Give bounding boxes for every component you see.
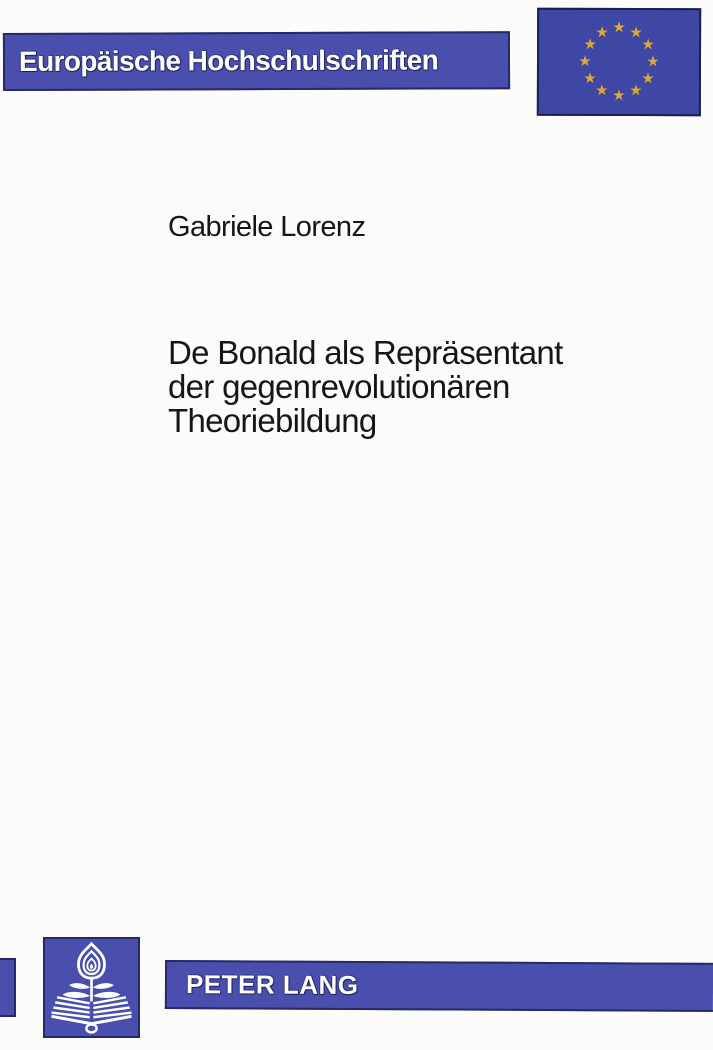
eu-star-icon: ★ [583, 70, 597, 88]
eu-star-icon: ★ [641, 36, 655, 54]
series-title: Europäische Hochschulschriften [18, 44, 439, 77]
left-edge-tab [0, 958, 16, 1017]
title-line: der gegenrevolutionären [168, 368, 510, 405]
eu-star-icon: ★ [612, 19, 626, 37]
book-and-flame-emblem-icon [45, 939, 138, 1036]
eu-star-icon: ★ [612, 87, 626, 105]
eu-star-icon: ★ [595, 82, 609, 100]
eu-star-icon: ★ [583, 36, 597, 54]
book-title [168, 336, 563, 438]
series-banner [3, 31, 510, 91]
eu-star-icon: ★ [641, 70, 655, 88]
publisher-name: PETER LANG [185, 969, 359, 1001]
eu-flag [537, 8, 701, 117]
eu-star-icon: ★ [629, 24, 643, 42]
author-name: Gabriele Lorenz [168, 211, 366, 243]
publisher-logo [43, 937, 140, 1038]
publisher-banner [165, 960, 713, 1012]
eu-star-icon: ★ [578, 53, 592, 71]
eu-star-icon: ★ [646, 53, 660, 71]
eu-star-icon: ★ [629, 82, 643, 100]
title-line: De Bonald als Repräsentant [168, 334, 563, 371]
title-line: Theoriebildung [168, 402, 377, 439]
eu-star-icon: ★ [595, 24, 609, 42]
